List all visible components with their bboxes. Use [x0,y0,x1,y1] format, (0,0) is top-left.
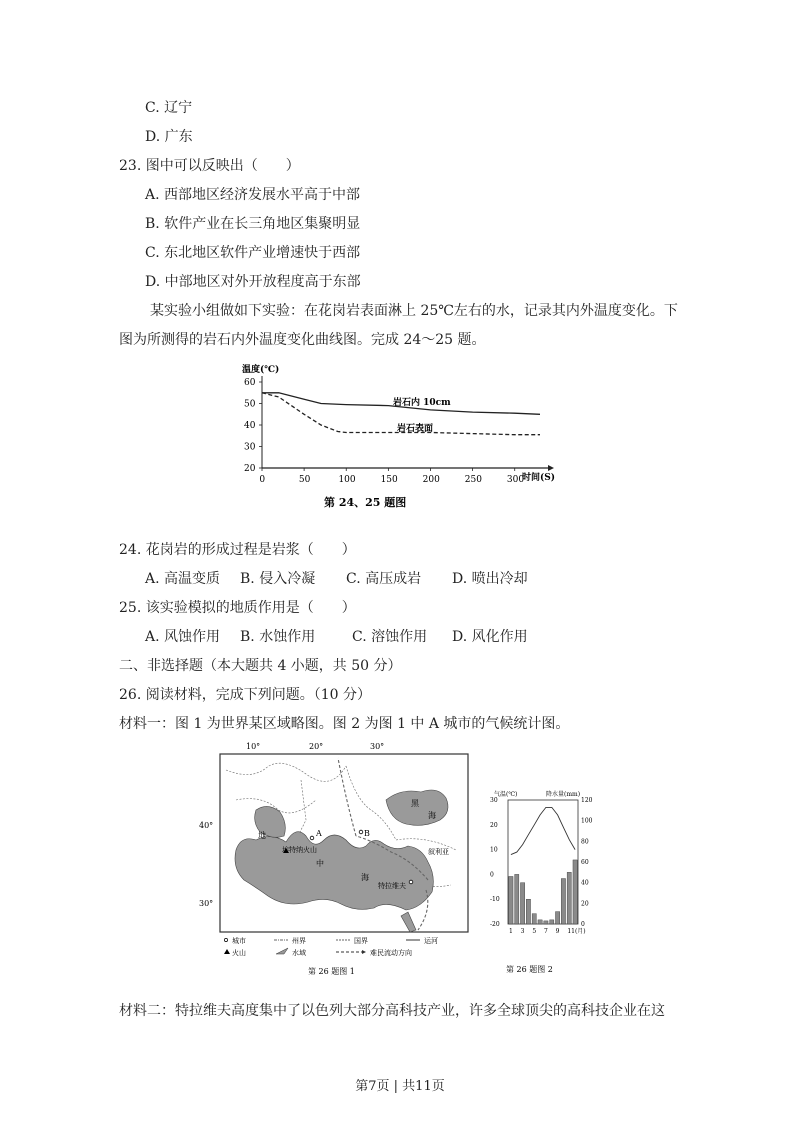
x-tick-label: 100 [338,475,356,485]
climate-right-tick: 120 [581,797,593,804]
q23-option-d: D. 中部地区对外开放程度高于东部 [145,274,361,290]
precip-bar [538,920,542,924]
precip-bar [555,912,559,924]
intro-line-1: 某实验小组做如下实验：在花岗岩表面淋上 25℃左右的水，记录其内外温度变化。下 [150,303,678,319]
climate-right-tick: 20 [581,900,589,908]
climate-right-tick: 60 [581,859,589,866]
place-telaviv: 特拉维夫 [378,882,406,890]
sea-label-di: 地 [258,831,266,840]
q23-option-b: B. 软件产业在长三角地区集聚明显 [145,216,361,232]
sea-label-hai: 海 [361,873,369,882]
precip-bar [526,899,530,924]
series-label-surface: 岩石表面 [397,424,434,434]
lat-label-30: 30° [199,899,214,908]
precip-bar [561,879,565,924]
lon-label-30: 30° [370,742,385,751]
climate-month-label: 1 [509,928,513,935]
section-heading: 二、非选择题（本大题共 4 小题，共 50 分） [119,658,402,674]
lon-label-10: 10° [246,742,261,751]
climate-left-tick: 30 [490,797,498,804]
question-24-stem: 24. 花岗岩的形成过程是岩浆（ ） [119,542,356,558]
city-telaviv-marker [409,880,413,884]
climate-left-tick: -20 [490,921,500,928]
question-25-stem: 25. 该实验模拟的地质作用是（ ） [119,600,356,616]
climate-month-label: 5 [532,928,537,935]
x-tick-label: 250 [464,475,482,485]
page-footer: 第7页 | 共11页 [355,1079,445,1094]
climate-left-tick: -10 [490,896,500,904]
x-tick-label: 300 [506,475,525,485]
legend-water: 水域 [292,949,306,957]
q25-option-d: D. 风化作用 [452,629,528,645]
legend-refugee-flow: 难民流动方向 [370,949,412,957]
x-tick-label: 0 [259,475,266,485]
y-tick-label: 30 [244,442,256,453]
x-axis-arrow [548,465,554,471]
y-tick-label: 40 [244,421,256,431]
q25-option-c: C. 溶蚀作用 [352,629,428,645]
material-2: 材料二：特拉维夫高度集中了以色列大部分高科技产业，许多全球顶尖的高科技企业在这 [119,1003,665,1019]
q24-option-b: B. 侵入冷凝 [240,571,316,587]
material-1: 材料一：图 1 为世界某区域略图。图 2 为图 1 中 A 城市的气候统计图。 [119,716,570,732]
precip-bar [550,920,554,924]
legend-canal: 运河 [424,937,438,945]
question-23-stem: 23. 图中可以反映出（ ） [119,158,300,174]
chart-caption: 第 24、25 题图 [324,496,407,509]
city-a-label: A [316,829,322,838]
precip-bar [567,872,571,924]
point-b-marker [359,830,363,834]
y-tick-label: 60 [244,378,256,388]
climate-month-label: 9 [555,928,560,935]
climate-right-tick: 40 [581,879,589,887]
place-etna: 埃特纳火山 [282,846,317,854]
climate-caption: 第 26 题图 2 [506,965,553,974]
precip-bar [573,860,577,924]
legend-city: 城市 [232,937,246,945]
lat-label-40: 40° [199,821,214,830]
option-c: C. 辽宁 [145,100,193,116]
map-legend [224,936,438,957]
q25-option-b: B. 水蚀作用 [240,629,316,645]
x-tick-label: 150 [380,475,398,485]
option-d: D. 广东 [145,129,193,145]
y-tick-label: 20 [244,464,256,474]
sea-label-zhong: 中 [316,859,324,868]
climate-right-tick: 0 [581,921,585,928]
climate-right-title: 降水量(mm) [546,791,581,798]
chart-y-axis-title: 温度(℃) [242,365,280,375]
climate-left-tick: 0 [490,871,494,879]
precip-bar [544,921,548,924]
climate-month-label: 3 [520,928,525,935]
place-syria: 叙利亚 [428,848,449,856]
y-tick-label: 50 [244,399,256,410]
black-sea-label-hei: 黑 [411,799,419,808]
climate-right-tick: 100 [581,817,593,825]
climate-left-title: 气温(℃) [494,791,518,798]
q23-option-a: A. 西部地区经济发展水平高于中部 [145,187,361,203]
climate-month-label: 11(月) [567,928,586,935]
q24-option-d: D. 喷出冷却 [452,571,528,587]
chart-x-axis-title: 时间(S) [522,473,556,483]
precip-bar [532,914,536,924]
climate-left-tick: 10 [490,846,498,854]
legend-state-border: 州界 [292,937,306,945]
temperature-curve [511,807,575,854]
intro-line-2: 图为所测得的岩石内外温度变化曲线图。完成 24～25 题。 [119,332,486,348]
point-b-label: B [364,829,370,838]
q25-option-a: A. 风蚀作用 [145,629,221,645]
lon-label-20: 20° [309,742,324,751]
q24-option-c: C. 高压成岩 [346,571,422,587]
climate-chart [488,786,600,980]
climate-right-tick: 80 [581,838,589,846]
climate-left-tick: 20 [490,821,498,829]
temperature-chart [230,360,590,520]
legend-volcano: 火山 [232,949,246,957]
region-map [196,740,486,980]
precip-bar [520,883,524,924]
q24-option-a: A. 高温变质 [145,571,221,587]
question-26-stem: 26. 阅读材料，完成下列问题。（10 分） [119,687,371,703]
map-caption: 第 26 题图 1 [308,967,355,976]
x-tick-label: 200 [422,475,440,485]
city-a-marker [310,836,314,840]
q23-option-c: C. 东北地区软件产业增速快于西部 [145,245,361,261]
black-sea-label-hai: 海 [428,811,436,820]
legend-national-border: 国界 [354,937,368,945]
precip-bar [509,876,513,924]
series-label-inner: 岩石内 10cm [393,398,451,408]
climate-month-label: 7 [544,928,548,935]
x-tick-label: 50 [298,475,311,485]
precip-bar [515,874,519,924]
